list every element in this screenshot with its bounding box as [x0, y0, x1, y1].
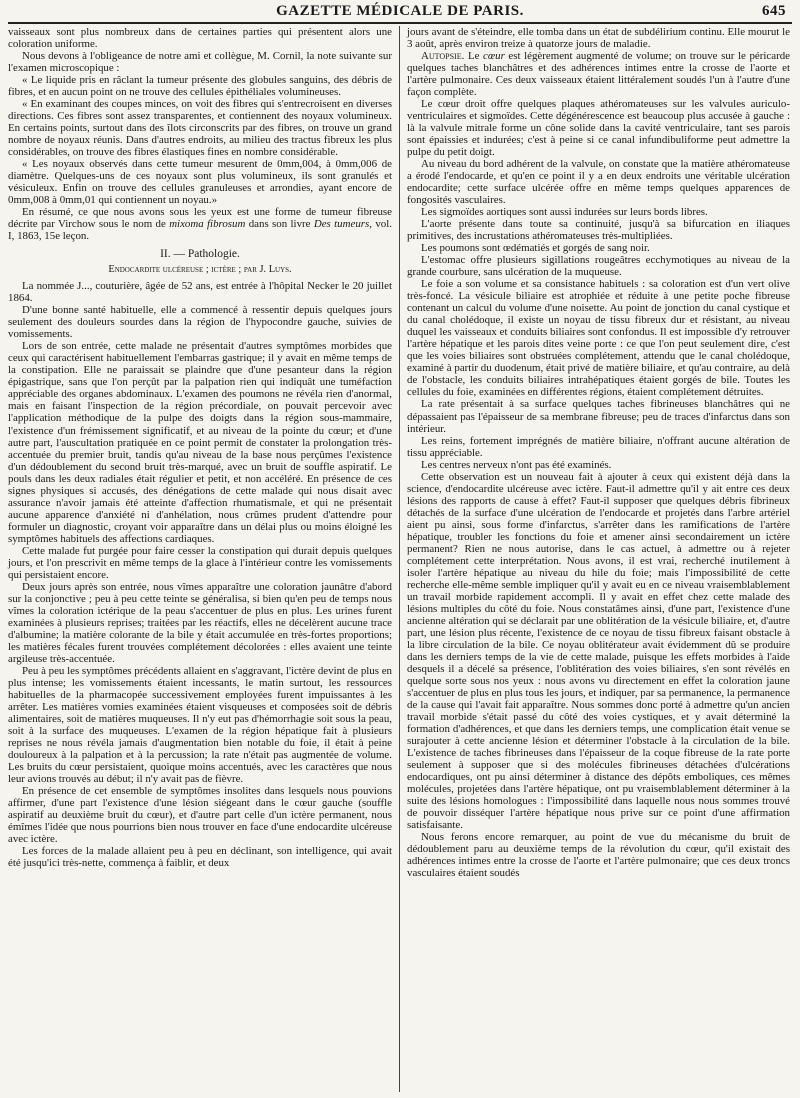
paragraph: La nommée J..., couturière, âgée de 52 ans, est entrée à l'hôpital Necker le 20 juillet 1864. [8, 280, 392, 305]
paragraph: Lors de son entrée, cette malade ne présentait d'autres symptômes morbides que ceux qui caractérisent habituellement l'embarras gastrique; il y avait en même temps de la constipation. Elle ne paraissait se plaindre que d'une pesanteur dans la région épigastrique, sans que l'on perçût par la palpation rien qui indiquât une tuméfaction appréciable des organes abdominaux. L'examen des poumons ne révéla rien d'anormal, mais en faisant l'inspection de la région précordiale, on pouvait percevoir avec l'application méthodique de la pulpe des doigts dans la région sous-mammaire, l'existence d'un frémissement significatif, et au niveau de la pointe du cœur; et d'une autre part, l'auscultation pratiquée en ce point permit de constater la prolongation très-accentuée du premier bruit, tandis qu'au niveau de la base nous perçûmes l'existence d'un dédoublement du second bruit très-marqué, avec un bruit de souffle aspiratif. Le pouls dans les deux radiales était régulier et petit, et non accéléré. En présence de ces signes physiques si accusés, des dénégations de cette malade qui nous disait avec assurance n'avoir jamais été atteinte d'affection rhumatismale, et qui ne présentait aucune apparence d'anxiété ni d'anhélation, nous crûmes prudent d'attendre pour formuler un diagnostic, croyant voir apparaître dans un délai plus ou moins éloigné les symptômes habituels des affections cardiaques. [8, 340, 392, 545]
resume-paragraph [8, 206, 392, 242]
italic-term: Des tumeurs [313, 218, 370, 231]
paragraph: Peu à peu les symptômes précédents allaient en s'aggravant, l'ictère devint de plus en plus intense; les vomissements étaient incessants, le matin surtout, les ressources habituelles de la pharmacopée successivement employées furent impuissantes à les arrêter. Les matières vomies examinées étaient visqueuses et composées soit de débris alimentaires, soit de matières muqueuses. Il n'y eut pas d'hémorrhagie soit sous la peau, soit à la surface des muqueuses. L'examen de la région hépatique fait à plusieurs reprises ne nous révéla jamais d'augmentation bien notable du foie, il était à peine douloureux à la palpation et à la percussion; la rate n'était pas augmentée de volume. Les bruits du cœur persistaient, quoique moins accentués, avec les caractères que nous leur avions trouvés au début; il n'y avait pas de fièvre. [8, 664, 392, 785]
paragraph: Cette malade fut purgée pour faire cesser la constipation qui durait depuis quelques jours, et l'on prescrivit en même temps de la glace à l'intérieur contre les vomissements qui persistaient encore. [8, 544, 392, 581]
paragraph: L'aorte présente dans toute sa continuité, jusqu'à sa bifurcation en iliaques primitives, des incrustations athéromateuses très-multipliées. [407, 218, 790, 243]
paragraph: La rate présentait à sa surface quelques taches fibrineuses blanchâtres qui ne dépassaient pas l'épaisseur de sa membrane fibreuse; peu de traces d'infarctus dans son intérieur. [407, 398, 790, 435]
quote-paragraph: « Le liquide pris en râclant la tumeur présente des globules sanguins, des débris de fibres, et en aucun point on ne trouve des cellules épithéliales volumineuses. [8, 74, 392, 99]
paragraph: Nous ferons encore remarquer, au point de vue du mécanisme du bruit de dédoublement paru au deuxième temps de la révolution du cœur, qu'il existait des adhérences intimes entre la crosse de l'aorte et l'artère pulmonaire; que ces deux troncs vasculaires étaient soudés [407, 831, 790, 880]
text-run: dans son livre [245, 218, 314, 231]
journal-title: GAZETTE MÉDICALE DE PARIS. [276, 3, 524, 19]
paragraph: Les forces de la malade allaient peu à peu en déclinant, son intelligence, qui avait été jusqu'ici très-nette, commença à faiblir, et deux [8, 845, 392, 870]
italic-term: mixoma fibrosum [169, 218, 246, 231]
text-run: En résumé, ce que nous avons sous les yeux est une forme de tumeur fibreuse décrite par Virchow sous le nom de [8, 206, 392, 231]
paragraph: Au niveau du bord adhérent de la valvule, on constate que la matière athéromateuse a érodé l'endocarde, et qu'en ce point il y a en deux endroits une véritable ulcération endocardite; cette surface ulcérée offre en même temps quelques apparences de fongosités vasculaires. [407, 158, 790, 207]
quote-paragraph: « En examinant des coupes minces, on voit des fibres qui s'entrecroisent en diverses directions. Ces fibres sont assez transparentes, et contiennent des noyaux volumineux. En certains points, surtout dans des îlots circonscrits par des fibres, on trouve un grand nombre de noyaux réunis. Dans d'autres endroits, au milieu des tractus fibreux les plus considérables, on trouve des fibres élastiques fines en nombre considérable. [8, 98, 392, 159]
section-title: II. — Pathologie. [160, 248, 240, 261]
paragraph: Deux jours après son entrée, nous vîmes apparaître une coloration jaunâtre d'abord sur la conjonctive ; peu à peu cette teinte se généralisa, si bien qu'en peu de temps nous vîmes la coloration ictérique de la peau s'accentuer de plus en plus. Les urines furent examinées à plusieurs reprises; traitées par les réactifs, elles ne décelèrent aucune trace d'albumine; la matière colorante de la bile y était accumulée en très-fortes proportions; les matières fécales furent trouvées complétement décolorées : elles avaient une teinte argileuse très-accentuée. [8, 580, 392, 665]
page-header [8, 2, 792, 24]
text-run: est légèrement augmenté de volume; on trouve sur le péricarde quelques taches blanchâtres et des adhérences intimes entre la crosse de l'aorte et l'artère pulmonaire. Ces deux vaisseaux étaient littéralement soudés l'un à l'autre d'une façon complète. [407, 50, 790, 99]
text-run: Le [464, 50, 484, 63]
column-divider [399, 26, 400, 1092]
paragraph: Cette observation est un nouveau fait à ajouter à ceux qui existent déjà dans la science, d'endocardite ulcéreuse avec ictère. Faut-il admettre qu'il y ait entre ces deux lésions des rapports de cause à effet? Faut-il supposer que quelques débris fibrineux détachés de la surface d'une ulcération de l'endocarde et projetés dans l'arbre artériel aient pu ainsi, sous forme d'infarctus, s'arrêter dans les ramifications de l'artère hépatique, troubler les fonctions du foie et amener ainsi secondairement un ictère permanent? Rien ne nous autorise, dans le cas actuel, à admettre ou à rejeter complétement cette interprétation. Nous avons, il est vrai, recherché inutilement à isoler l'artère hépatique au niveau du hile du foie; mais l'impossibilité de cette recherche elle-même semble impliquer qu'il y avait eu en ce niveau vraisemblablement un travail morbide rapidement accompli. Il y avait en effet chez cette malade des lésions multiples du côté du foie. Nous constatâmes ainsi, d'une part, l'existence d'une ancienne altération qui se déclarait par une oblitération de la vésicule biliaire, et, d'autre part, une lésion plus récente, l'existence de ce noyau de tissu fibreux faisant obstacle à la libre circulation de la bile. Ce noyau oblitérateur avait évidemment dû se produire dans les derniers temps de la vie de cette malade, puisque les effets morbides à l'aide desquels il a décelé sa présence, l'oblitération des voies biliaires, s'en sont révélés en quelque sorte sous nos yeux : nous avons vu directement en effet la coloration jaune s'accentuer de plus en plus tous les jours, et indiquer, par sa permanence, la permanence de la cause qui l'avait fait apparaître. Nous sommes donc porté à admettre qu'un ancien travail morbide s'était passé du côté des voies cystiques, et y avait déterminé la formation d'adhérences, et que dans les derniers temps, une complication était venue se surajouter à cette ancienne lésion et déterminer l'obstacle à la circulation de la bile. L'existence de taches fibrineuses dans l'épaisseur de la coque fibreuse de la rate porte seulement à supposer que si des molécules fibrineuses détachées d'ulcérations endocardiques, ont pu ainsi déterminer à distance des dépôts emboliques, ces mêmes molécules, projetées dans l'artère hépatique, ont pu vraisemblablement déterminer à la suite des lésions homologues : l'impossibilité dans laquelle nous nous sommes trouvé de pouvoir disséquer l'artère hépatique nous prive sur ce point d'une affirmation satisfaisante. [407, 470, 790, 832]
page-number: 645 [762, 3, 786, 19]
autopsy-paragraph [407, 50, 790, 98]
quote-paragraph: « Les noyaux observés dans cette tumeur mesurent de 0mm,004, à 0mm,006 de diamètre. Quelques-uns de ces noyaux sont plus volumineux, ils sont granulés et vésiculeux. Enfin on trouve des cellules granuleuses et arrondies, ayant encore de 0mm,008 à 0mm,01 qui contiennent un noyau.» [8, 158, 392, 207]
paragraph: vaisseaux sont plus nombreux dans de certaines parties qui présentent alors une coloration uniforme. [8, 26, 392, 51]
paragraph: Les reins, fortement imprégnés de matière biliaire, n'offrant aucune altération de tissu appréciable. [407, 434, 790, 459]
paragraph: Les centres nerveux n'ont pas été examinés. [421, 458, 612, 471]
left-column [8, 26, 392, 869]
right-column [407, 26, 790, 879]
autopsy-label: Autopsie. [421, 50, 465, 63]
italic-term: cœur [483, 50, 505, 63]
article-title: Endocardite ulcéreuse ; ictère ; par J. Luys. [108, 264, 292, 276]
paragraph: L'estomac offre plusieurs sigillations rougeâtres ecchymotiques au niveau de la grande courbure, sans ulcération de la muqueuse. [407, 254, 790, 279]
paragraph: Le foie a son volume et sa consistance habituels : sa coloration est d'un vert olive très-foncé. La vésicule biliaire est atrophiée et réduite à une petite poche fibreuse contenant un calcul du volume d'une noisette. Au point de jonction du canal cystique et du canal cholédoque, il existe un noyau de tissu fibreux dur et résistant, au niveau duquel les vaisseaux et conduits biliaires sont confondus. Il est impossible d'y retrouver l'artère hépatique et les parois dites veine porte : ce que l'on peut seulement dire, c'est que les voies biliaires sont obstruées complétement, attendu que le canal cholédoque, examiné à partir du duodenum, était privé de matière biliaire, et qu'au contraire, au delà de l'obstacle, les conduits biliaires intrahépatiques étaient gorgés de bile. Toutes les cellules du foie, examinées en différentes régions, étaient complétement détruites. [407, 278, 790, 399]
paragraph: jours avant de s'éteindre, elle tomba dans un état de subdélirium continu. Elle mourut le 3 août, après environ treize à quatorze jours de maladie. [407, 26, 790, 51]
paragraph: Les poumons sont œdématiés et gorgés de sang noir. [421, 242, 650, 255]
paragraph: Les sigmoïdes aortiques sont aussi indurées sur leurs bords libres. [421, 206, 708, 219]
paragraph: Le cœur droit offre quelques plaques athéromateuses sur les valvules auriculo-ventriculaires et sigmoïdes. Cette dégénérescence est beaucoup plus accusée à gauche : là la valvule mitrale forme un cône solide dans la cavité ventriculaire, tant ses parois sont épaissies et indurées; c'est à peine si ce canal infundibuliforme peut admettre la pulpe du petit doigt. [407, 98, 790, 159]
paragraph: Nous devons à l'obligeance de notre ami et collègue, M. Cornil, la note suivante sur l'examen microscopique : [8, 50, 392, 75]
paragraph: En présence de cet ensemble de symptômes insolites dans lesquels nous pouvions affirmer, d'une part l'existence d'une lésion siégeant dans le cœur gauche (souffle aspiratif au deuxième bruit du cœur), et d'autre part celle d'un ictère permanent, nous émîmes l'idée que nous pourrions bien nous trouver en face d'une endocardite ulcéreuse avec ictère. [8, 784, 392, 846]
text-run: , vol. I, 1863, 15e leçon. [8, 218, 392, 243]
paragraph: D'une bonne santé habituelle, elle a commencé à ressentir depuis quelques jours seulement des douleurs sourdes dans la région de l'hypocondre gauche, suivies de vomissements. [8, 304, 392, 341]
